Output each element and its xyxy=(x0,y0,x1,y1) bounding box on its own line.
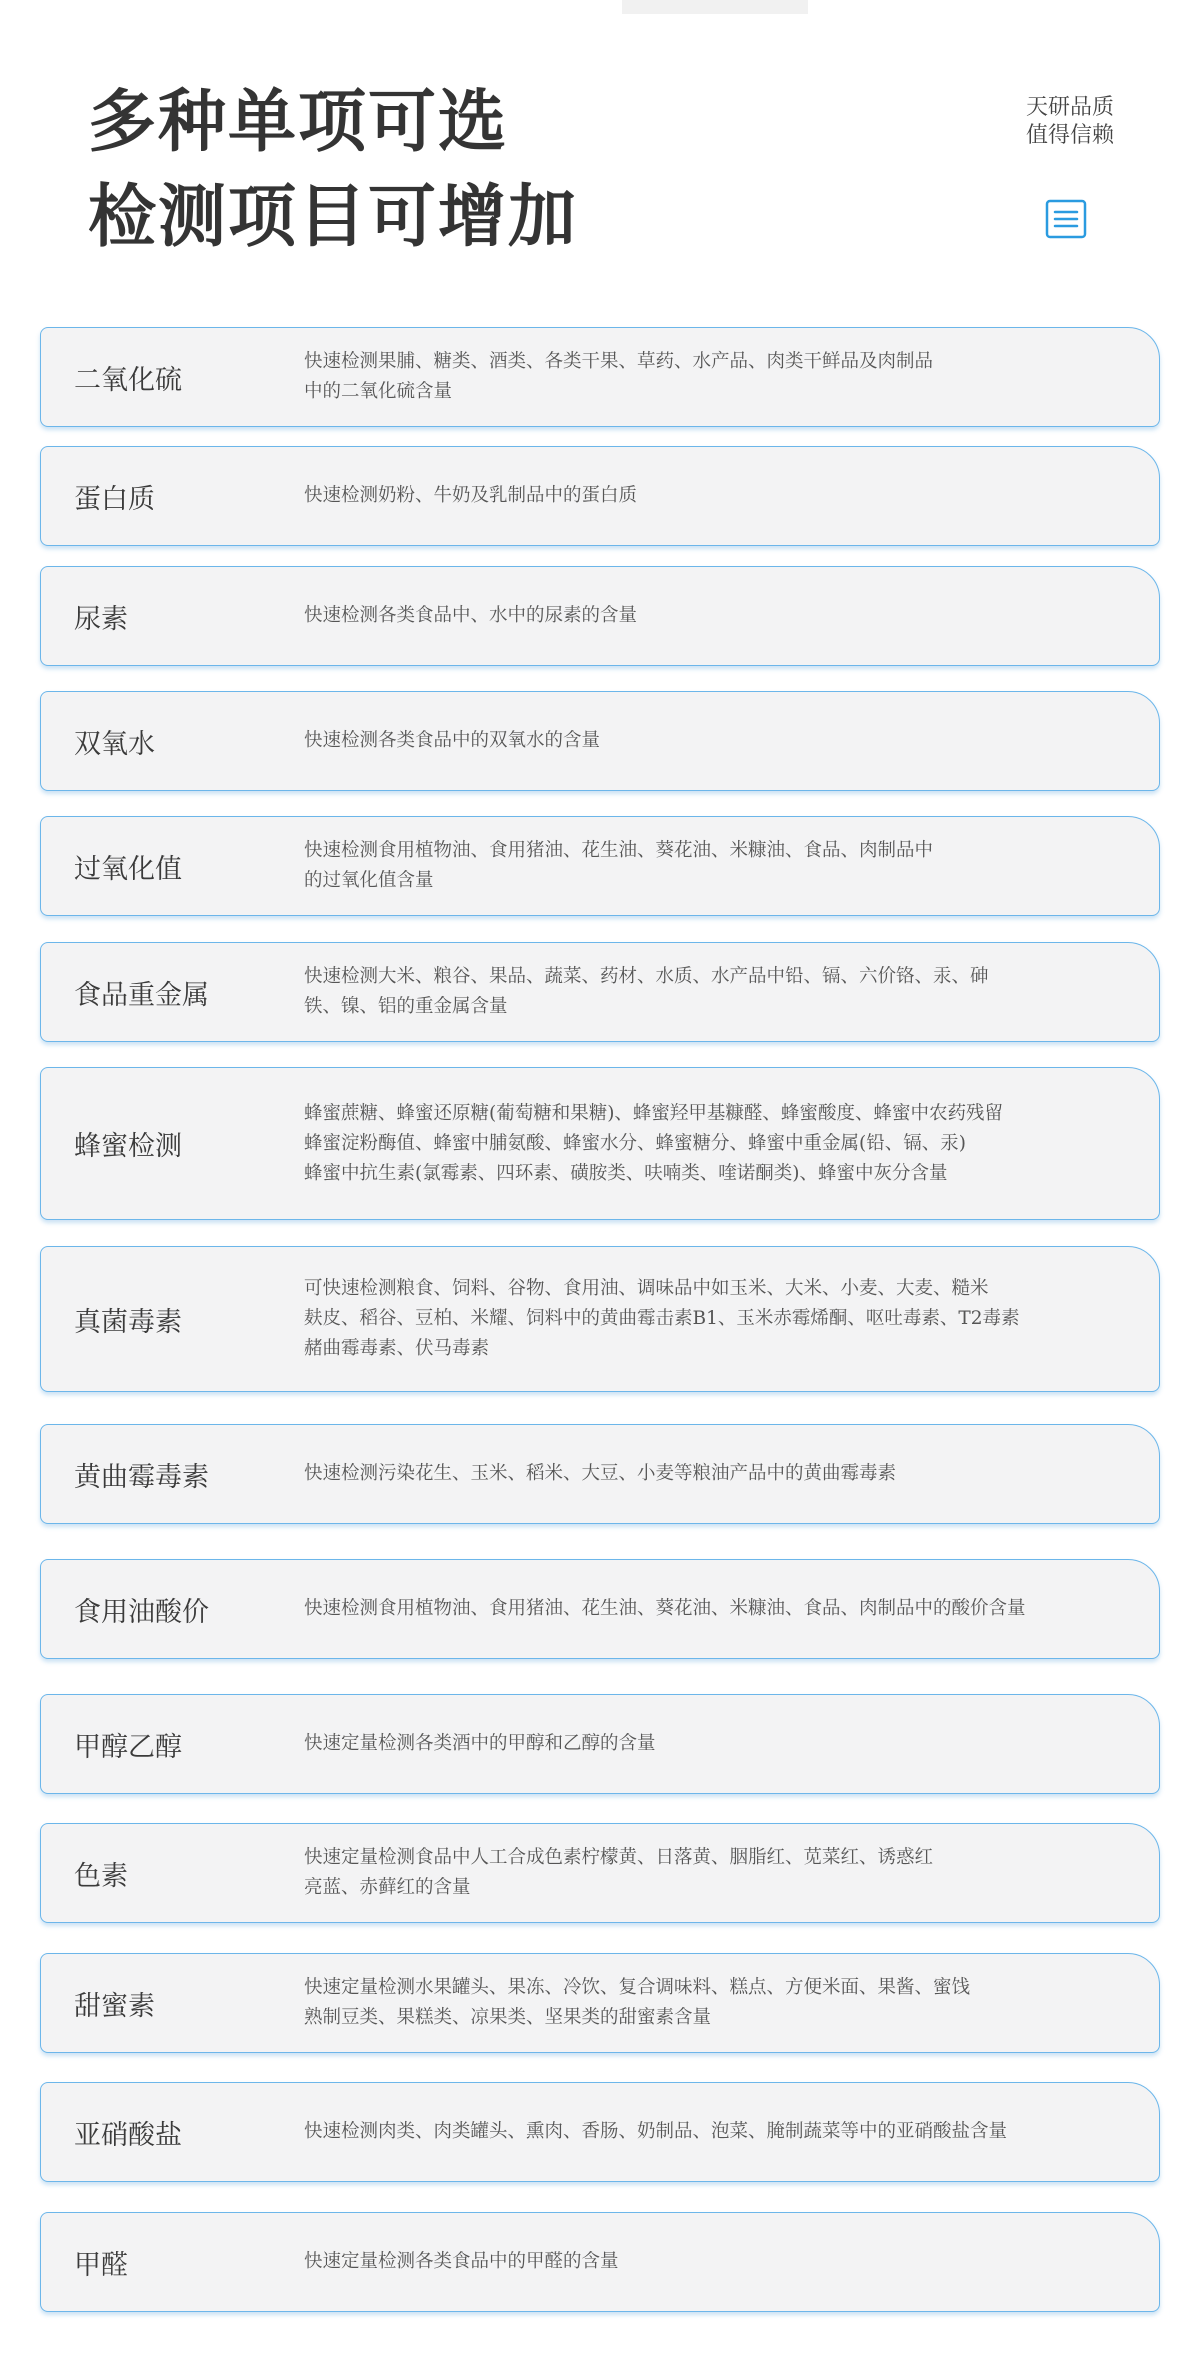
test-item-card[interactable] xyxy=(40,1559,1160,1659)
description-line: 快速定量检测各类食品中的甲醛的含量 xyxy=(304,2251,619,2272)
description-line: 蜂蜜中抗生素(氯霉素、四环素、磺胺类、呋喃类、喹诺酮类)、蜂蜜中灰分含量 xyxy=(304,1162,948,1184)
description-line: 赭曲霉毒素、伏马毒素 xyxy=(304,1338,490,1359)
test-item-name: 甜蜜素 xyxy=(74,1990,155,2022)
description-line: 可快速检测粮食、饲料、谷物、食用油、调味品中如玉米、大米、小麦、大麦、糙米 xyxy=(304,1278,989,1299)
description-line: 快速检测食用植物油、食用猪油、花生油、葵花油、米糠油、食品、肉制品中的酸价含量 xyxy=(304,1598,1026,1619)
test-item-card[interactable] xyxy=(40,816,1160,916)
test-item-name: 亚硝酸盐 xyxy=(74,2119,182,2151)
test-item-description xyxy=(304,1459,1119,1489)
test-item-name: 过氧化值 xyxy=(74,853,182,885)
brand-line-1: 天研品质 xyxy=(1025,95,1114,120)
test-item-description xyxy=(304,601,1119,631)
headline-line-2: 检测项目可增加 xyxy=(88,177,579,257)
test-item-name: 黄曲霉毒素 xyxy=(74,1461,209,1493)
test-item-card[interactable] xyxy=(40,1694,1160,1794)
test-item-description xyxy=(304,347,1119,407)
description-line: 的过氧化值含量 xyxy=(304,870,434,891)
test-item-description xyxy=(304,1729,1119,1759)
description-line: 快速定量检测食品中人工合成色素柠檬黄、日落黄、胭脂红、苋菜红、诱惑红 xyxy=(304,1847,934,1868)
description-line: 快速检测奶粉、牛奶及乳制品中的蛋白质 xyxy=(304,485,638,506)
test-item-description xyxy=(304,962,1119,1022)
top-tab-strip xyxy=(622,0,808,14)
description-line: 蜂蜜蔗糖、蜂蜜还原糖(葡萄糖和果糖)、蜂蜜羟甲基糠醛、蜂蜜酸度、蜂蜜中农药残留 xyxy=(304,1102,1003,1124)
test-item-card[interactable] xyxy=(40,942,1160,1042)
test-item-description xyxy=(304,1843,1119,1903)
test-item-description xyxy=(304,481,1119,511)
test-item-name: 蜂蜜检测 xyxy=(74,1131,182,1162)
test-item-name: 蛋白质 xyxy=(74,483,155,515)
test-item-description xyxy=(304,1274,1119,1364)
description-line: 快速检测污染花生、玉米、稻米、大豆、小麦等粮油产品中的黄曲霉毒素 xyxy=(304,1463,897,1484)
description-line: 快速检测果脯、糖类、酒类、各类干果、草药、水产品、肉类干鲜品及肉制品 xyxy=(304,351,934,372)
test-item-name: 色素 xyxy=(74,1860,128,1892)
description-line: 快速检测食用植物油、食用猪油、花生油、葵花油、米糠油、食品、肉制品中 xyxy=(304,840,934,861)
test-item-card[interactable] xyxy=(40,446,1160,546)
test-item-card[interactable] xyxy=(40,2212,1160,2312)
test-item-name: 双氧水 xyxy=(74,728,155,760)
description-line: 蜂蜜淀粉酶值、蜂蜜中脯氨酸、蜂蜜水分、蜂蜜糖分、蜂蜜中重金属(铅、镉、汞) xyxy=(304,1132,966,1154)
test-item-name: 食品重金属 xyxy=(74,979,209,1011)
test-item-card[interactable] xyxy=(40,1823,1160,1923)
headline-line-1: 多种单项可选 xyxy=(88,82,509,162)
test-item-description xyxy=(304,726,1119,756)
test-item-name: 食用油酸价 xyxy=(74,1596,209,1628)
test-item-card[interactable] xyxy=(40,566,1160,666)
description-line: 亮蓝、赤藓红的含量 xyxy=(304,1877,471,1898)
description-line: 快速定量检测水果罐头、果冻、冷饮、复合调味料、糕点、方便米面、果酱、蜜饯 xyxy=(304,1977,971,1998)
document-list-icon[interactable] xyxy=(1045,199,1087,239)
test-item-name: 尿素 xyxy=(74,603,128,635)
test-item-description xyxy=(304,1099,1119,1189)
description-line: 熟制豆类、果糕类、凉果类、坚果类的甜蜜素含量 xyxy=(304,2007,712,2028)
description-line: 中的二氧化硫含量 xyxy=(304,381,453,402)
description-line: 快速检测各类食品中的双氧水的含量 xyxy=(304,730,601,751)
description-line: 快速检测大米、粮谷、果品、蔬菜、药材、水质、水产品中铅、镉、六价铬、汞、砷 xyxy=(304,966,989,987)
test-item-name: 甲醇乙醇 xyxy=(74,1731,182,1763)
test-item-description xyxy=(304,836,1119,896)
test-item-description xyxy=(304,2247,1119,2277)
test-item-card[interactable] xyxy=(40,1424,1160,1524)
brand-line-2: 值得信赖 xyxy=(1025,123,1114,148)
test-item-name: 二氧化硫 xyxy=(74,364,182,396)
test-item-description xyxy=(304,2117,1119,2147)
test-item-card[interactable] xyxy=(40,1246,1160,1392)
description-line: 快速定量检测各类酒中的甲醇和乙醇的含量 xyxy=(304,1733,656,1754)
test-item-card[interactable] xyxy=(40,327,1160,427)
description-line: 快速检测肉类、肉类罐头、熏肉、香肠、奶制品、泡菜、腌制蔬菜等中的亚硝酸盐含量 xyxy=(304,2121,1008,2142)
test-item-name: 甲醛 xyxy=(74,2249,128,2281)
description-line: 麸皮、稻谷、豆柏、米耀、饲料中的黄曲霉击素B1、玉米赤霉烯酮、呕吐毒素、T2毒素 xyxy=(304,1308,1020,1329)
test-item-card[interactable] xyxy=(40,2082,1160,2182)
test-item-description xyxy=(304,1594,1119,1624)
test-item-description xyxy=(304,1973,1119,2033)
brand-slogan xyxy=(1026,94,1114,150)
test-item-card[interactable] xyxy=(40,691,1160,791)
test-item-card[interactable] xyxy=(40,1067,1160,1220)
test-item-card[interactable] xyxy=(40,1953,1160,2053)
description-line: 快速检测各类食品中、水中的尿素的含量 xyxy=(304,605,638,626)
description-line: 铁、镍、铝的重金属含量 xyxy=(304,996,508,1017)
test-item-name: 真菌毒素 xyxy=(74,1306,182,1338)
